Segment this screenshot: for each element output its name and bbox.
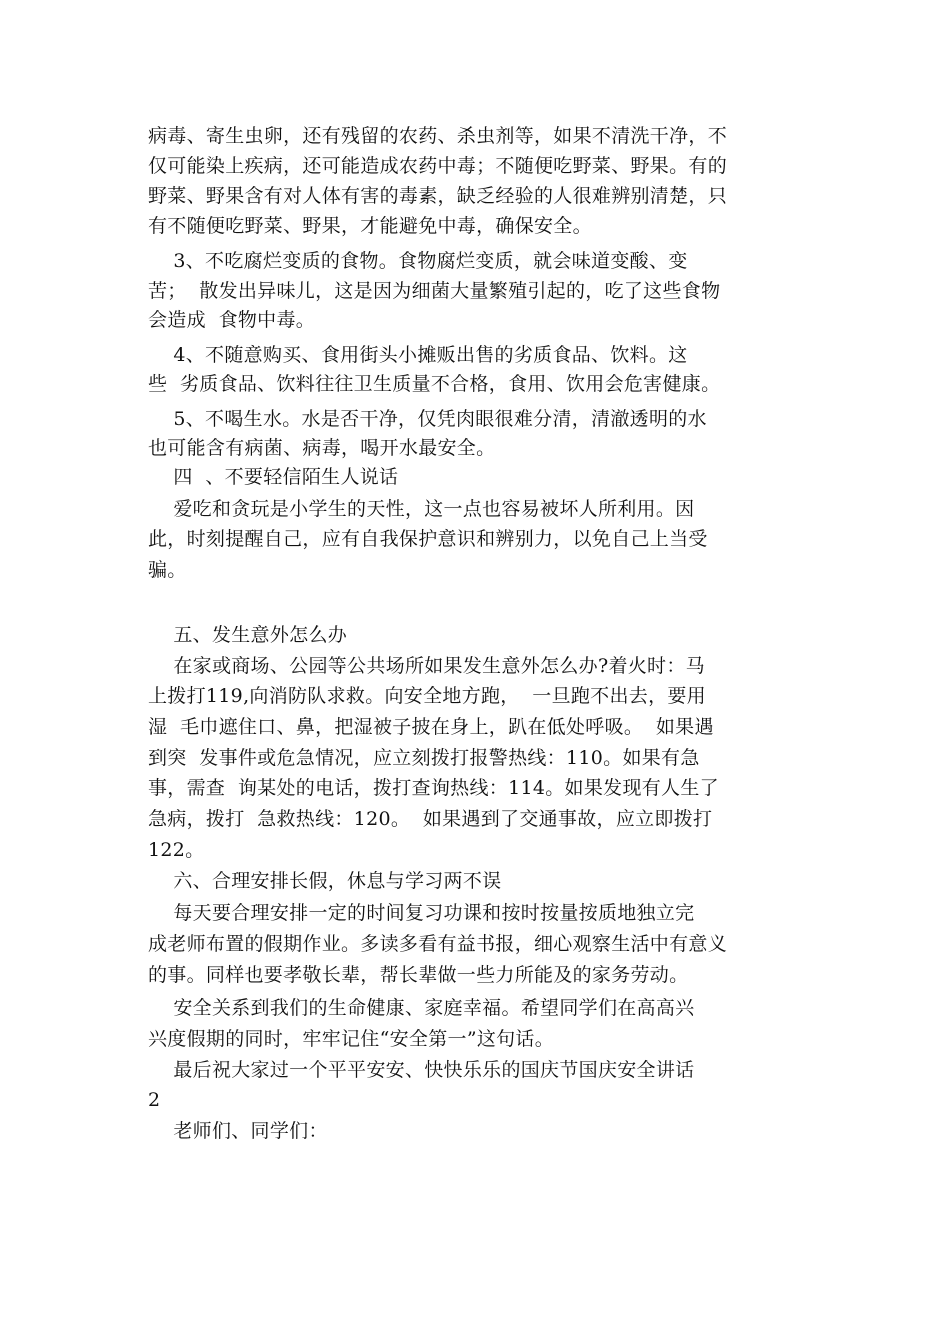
text-line: 急病，拨打 急救热线：120。 如果遇到了交通事故，应立即拨打	[148, 808, 713, 830]
text-line: 122。	[148, 839, 205, 861]
text-line: 会造成 食物中毒。	[148, 309, 316, 331]
text-line: 到突 发事件或危急情况，应立刻拨打报警热线：110。如果有急	[148, 747, 700, 769]
text-line: 些 劣质食品、饮料往往卫生质量不合格，食用、饮用会危害健康。	[148, 373, 721, 395]
section-heading: 四 、不要轻信陌生人说话	[148, 466, 399, 488]
section-heading: 五、发生意外怎么办	[148, 624, 348, 646]
text-line: 仅可能染上疾病，还可能造成农药中毒；不随便吃野菜、野果。有的	[148, 155, 728, 177]
text-line: 也可能含有病菌、病毒，喝开水最安全。	[148, 437, 496, 459]
text-line: 每天要合理安排一定的时间复习功课和按时按量按质地独立完	[148, 902, 695, 924]
text-line: 爱吃和贪玩是小学生的天性，这一点也容易被坏人所利用。因	[148, 498, 695, 520]
text-line: 此，时刻提醒自己，应有自我保护意识和辨别力，以免自己上当受	[148, 528, 708, 550]
text-line: 野菜、野果含有对人体有害的毒素，缺乏经验的人很难辨别清楚，只	[148, 185, 728, 207]
text-line: 老师们、同学们：	[148, 1120, 328, 1142]
text-line: 湿 毛巾遮住口、鼻，把湿被子披在身上，趴在低处呼吸。 如果遇	[148, 716, 714, 738]
text-line: 兴度假期的同时，牢牢记住“安全第一”这句话。	[148, 1028, 555, 1050]
text-line: 病毒、寄生虫卵，还有残留的农药、杀虫剂等，如果不清洗干净，不	[148, 125, 728, 147]
section-heading: 六、合理安排长假，休息与学习两不误	[148, 870, 502, 892]
text-line: 上拨打119,向消防队求救。向安全地方跑， 一旦跑不出去，要用	[148, 685, 706, 707]
text-line: 骗。	[148, 559, 187, 581]
text-line: 苦； 散发出异味儿，这是因为细菌大量繁殖引起的，吃了这些食物	[148, 280, 721, 302]
text-line: 有不随便吃野菜、野果，才能避免中毒，确保安全。	[148, 215, 592, 237]
text-line: 成老师布置的假期作业。多读多看有益书报，细心观察生活中有意义	[148, 933, 728, 955]
text-line: 5、不喝生水。水是否干净，仅凭肉眼很难分清，清澈透明的水	[148, 408, 707, 430]
text-line: 事，需查 询某处的电话，拨打查询热线：114。如果发现有人生了	[148, 777, 719, 799]
text-line: 3、不吃腐烂变质的食物。食物腐烂变质，就会味道变酸、变	[148, 250, 688, 272]
text-line: 最后祝大家过一个平平安安、快快乐乐的国庆节国庆安全讲话	[148, 1059, 695, 1081]
text-line: 的事。同样也要孝敬长辈，帮长辈做一些力所能及的家务劳动。	[148, 964, 689, 986]
text-line: 安全关系到我们的生命健康、家庭幸福。希望同学们在高高兴	[148, 997, 695, 1019]
text-line: 2	[148, 1089, 161, 1111]
text-line: 4、不随意购买、食用街头小摊贩出售的劣质食品、饮料。这	[148, 344, 688, 366]
text-line: 在家或商场、公园等公共场所如果发生意外怎么办?着火时：马	[148, 655, 705, 677]
